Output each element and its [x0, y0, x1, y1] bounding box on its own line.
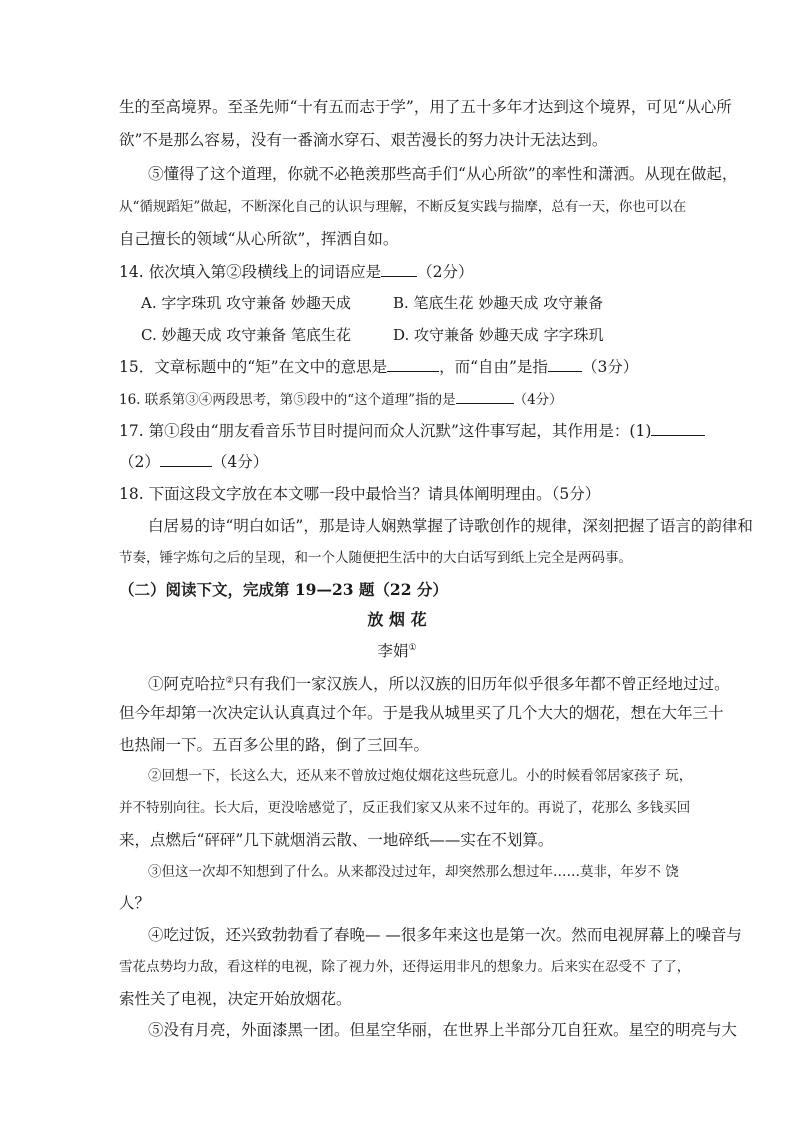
answer-blank: [456, 389, 514, 404]
question-17: [119, 421, 705, 441]
section-2-heading: （二）阅读下文，完成第 19—23 题（22 分）: [119, 580, 448, 599]
article-paragraph-1-line-1: [148, 671, 730, 694]
question-14-option-b: B. 笔底生花 妙趣天成 攻守兼备: [393, 294, 604, 312]
article-paragraph-1-line-2: 但今年却第一次决定认认真真过个年。于是我从城里买了几个大大的烟花，想在大年三十: [119, 704, 724, 722]
question-17-part-2-label: （2）: [119, 453, 160, 471]
author-name: 李娟: [377, 642, 409, 661]
article-paragraph-1-line-3: 也热闹一下。五百多公里的路，倒了三回车。: [119, 736, 430, 754]
question-16-text: 16. 联系第③④两段思考，第⑤段中的“这个道理”指的是: [119, 392, 456, 408]
question-17-text: 17. 第①段由“朋友看音乐节目时提问而众人沉默”这件事写起，其作用是：(1): [119, 422, 652, 440]
article-paragraph-5-line-1: ⑤没有月亮，外面漆黑一团。但星空华丽，在世界上半部分兀自狂欢。星空的明亮与大: [148, 1021, 738, 1039]
question-18-quote-line-2: 节奏，锤字炼句之后的呈现，和一个人随便把生活中的大白话写到纸上完全是两码事。: [119, 550, 632, 566]
article-paragraph-4-line-1: ④吃过饭，还兴致勃勃看了春晚— —很多年来这也是第一次。然而电视屏幕上的噪音与: [148, 926, 742, 944]
question-15-score: （3分）: [581, 358, 639, 376]
article-paragraph-2-line-1: ②回想一下，长这么大，还从来不曾放过炮仗烟花这些玩意儿。小的时候看邻居家孩子 玩，: [148, 768, 693, 784]
article-paragraph-4-line-2: 雪花点势均力敌，看这样的电视，除了视力外，还得运用非凡的想象力。后来实在忍受不 了了，: [119, 959, 691, 975]
question-14: [119, 262, 473, 282]
passage-line-2: 欲”不是那么容易，没有一番滴水穿石、艰苦漫长的努力决计无法达到。: [119, 131, 608, 149]
question-14-option-d: D. 攻守兼备 妙趣天成 字字珠玑: [393, 326, 604, 344]
answer-blank: [160, 452, 212, 467]
article-author: [0, 638, 794, 661]
article-paragraph-2-line-3: 来，点燃后“砰砰”几下就烟消云散、一地碎纸——实在不划算。: [119, 831, 554, 849]
article-paragraph-3-line-1: ③但这一次却不知想到了什么。从来都没过过年，却突然那么想过年……莫非，年岁不 饶: [148, 864, 679, 880]
question-18-quote-line-1: 白居易的诗“明白如话”，那是诗人娴熟掌握了诗歌创作的规律，深刻把握了语言的韵律和: [148, 517, 753, 535]
author-footnote-mark: ①: [408, 643, 417, 653]
question-17-part-2: [119, 452, 268, 472]
question-18: 18. 下面这段文字放在本文哪一段中最恰当？请具体阐明理由。（5分）: [119, 485, 601, 503]
passage-paragraph-5-line-3: 自己擅长的领域“从心所欲”，挥洒自如。: [119, 230, 399, 248]
article-title: 放 烟 花: [367, 610, 427, 629]
passage-line-1: 生的至高境界。至圣先师“十有五而志于学”，用了五十多年才达到这个境界，可见“从心所: [119, 98, 732, 116]
passage-paragraph-5-line-1: ⑤懂得了这个道理，你就不必艳羡那些高手们“从心所欲”的率性和潇洒。从现在做起，: [148, 165, 738, 183]
question-14-option-a: A. 字字珠玑 攻守兼备 妙趣天成: [141, 294, 351, 312]
article-paragraph-1-text-b: 只有我们一家汉族人，所以汉族的旧历年似乎很多年都不曾正经地过过。: [233, 675, 730, 694]
question-15: [119, 357, 638, 377]
article-paragraph-2-line-2: 并不特别向往。长大后，更没啥感觉了，反正我们家又从来不过年的。再说了，花那么 多钱买回: [119, 800, 691, 816]
article-paragraph-3-line-2: 人？: [119, 894, 151, 912]
question-14-score: （2分）: [417, 263, 474, 281]
place-footnote-mark: ②: [225, 676, 234, 686]
question-16-score: （4分）: [513, 392, 563, 408]
question-15-text-a: 15．文章标题中的“矩”在文中的意思是: [119, 358, 388, 376]
article-paragraph-1-text-a: ①阿克哈拉: [148, 675, 226, 694]
question-14-option-c: C. 妙趣天成 攻守兼备 笔底生花: [141, 326, 352, 344]
answer-blank: [381, 262, 417, 277]
question-17-score: （4分）: [211, 453, 269, 471]
passage-paragraph-5-line-2: 从“循规蹈矩”做起，不断深化自己的认识与理解，不断反复实践与揣摩，总有一天，你也可以在: [119, 199, 687, 215]
article-paragraph-4-line-3: 索性关了电视，决定开始放烟花。: [119, 990, 352, 1008]
answer-blank: [548, 357, 582, 372]
answer-blank: [387, 357, 439, 372]
question-14-text: 14. 依次填入第②段横线上的词语应是: [119, 263, 382, 281]
answer-blank: [651, 421, 705, 436]
question-16: [119, 389, 563, 410]
question-15-text-b: ，而“自由”是指: [439, 358, 548, 376]
